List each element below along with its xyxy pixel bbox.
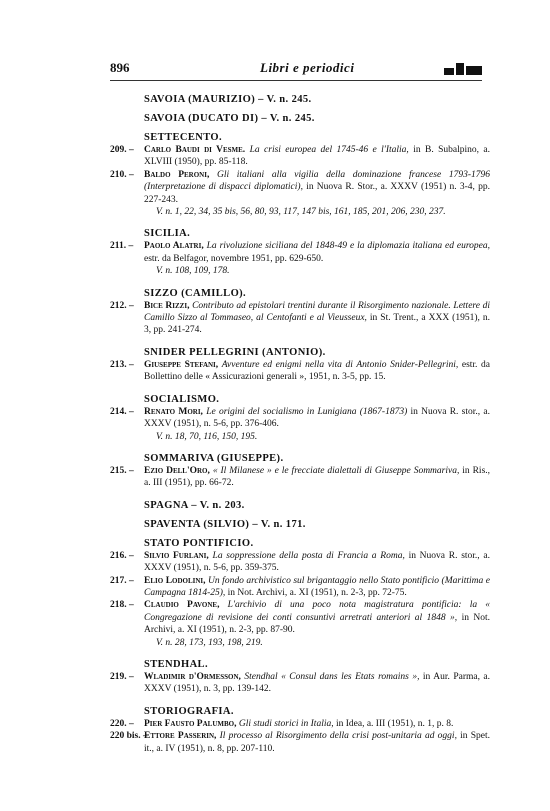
section-heading: SPAVENTA (SILVIO) – V. n. 171. xyxy=(144,518,306,530)
entry-title: Le origini del socialismo in Lunigiana (1867-1873) xyxy=(206,406,408,417)
bibliography-entry xyxy=(110,300,490,337)
entry-author: Ettore Passerin, xyxy=(144,731,217,742)
cross-references: V. n. 108, 109, 178. xyxy=(156,266,230,277)
entry-author: Wladimir d'Ormesson, xyxy=(144,671,241,682)
bibliography-entry xyxy=(110,671,490,696)
entry-text xyxy=(144,169,490,206)
entry-source: in Not. Archivi, a. XI (1951), n. 2-3, pp. 72-75. xyxy=(227,587,407,598)
section-heading: SNIDER PELLEGRINI (ANTONIO). xyxy=(144,346,326,358)
entry-author: Baldo Peroni, xyxy=(144,169,210,180)
entry-number: 214. – xyxy=(110,406,134,417)
entry-author: Paolo Alatri, xyxy=(144,241,204,252)
section-heading: SICILIA. xyxy=(144,228,191,240)
bibliography-entry xyxy=(110,144,490,169)
entry-text xyxy=(144,240,490,265)
section-heading: SAVOIA (DUCATO DI) – V. n. 245. xyxy=(144,113,315,124)
entry-title: La soppressione della posta di Francia a Roma, xyxy=(212,550,405,561)
entry-number: 212. – xyxy=(110,300,134,311)
entry-title: La crisi europea del 1745-46 e l'Italia, xyxy=(249,145,409,155)
entry-author: Giuseppe Stefani, xyxy=(144,359,219,370)
bibliography-entry xyxy=(110,718,490,730)
entry-number: 220 bis. – xyxy=(110,731,148,742)
entry-source: in St. Trent., a XXX (1951), n. 3, pp. 241-274. xyxy=(144,313,490,336)
entry-source: in Nuova R. stor., a. XXXV (1951), n. 5-6, pp. 376-406. xyxy=(144,406,490,430)
entry-author: Ezio Dell'Oro, xyxy=(144,465,210,476)
bibliography-entry xyxy=(110,169,490,206)
bibliography-entry xyxy=(110,575,490,600)
entry-source: in Not. Archivi, a. XI (1951), n. 2-3, pp. 87-90. xyxy=(144,612,491,636)
entry-title: Contributo ad epistolari trentini durante il Risorgimento nazionale. Lettere di Camillo Sizzo al Tommaseo, al Centofanti e al Vieusseux, xyxy=(144,300,490,324)
section-heading: STATO PONTIFICIO. xyxy=(144,537,254,549)
entry-title: L'archivio di una poco nota magistratura pontificia: la « Congregazione di revisione dei conti consuntivi arretrati anteriori al 1848 », xyxy=(144,600,491,623)
header-rule xyxy=(110,80,482,81)
section-heading: SETTECENTO. xyxy=(144,132,223,143)
section-heading: STORIOGRAFIA. xyxy=(144,705,234,717)
bibliography-entry xyxy=(110,240,490,265)
bibliography-entry xyxy=(110,730,490,755)
section-heading: SAVOIA (MAURIZIO) – V. n. 245. xyxy=(144,94,312,105)
entry-source: estr. da Bollettino delle « Assicurazioni generali », 1951, n. 3-5, pp. 15. xyxy=(144,359,491,383)
cross-references: V. n. 28, 173, 193, 198, 219. xyxy=(156,637,263,648)
entry-text xyxy=(144,550,490,575)
entry-author: Carlo Baudi di Vesme. xyxy=(144,145,246,155)
page-number: 896 xyxy=(110,60,130,75)
section-heading: SOCIALISMO. xyxy=(144,393,220,405)
entry-author: Pier Fausto Palumbo, xyxy=(144,718,237,729)
entry-number: 210. – xyxy=(110,169,134,180)
bibliography-entry xyxy=(110,406,490,431)
entry-number: 213. – xyxy=(110,359,134,370)
entry-author: Renato Mori, xyxy=(144,406,203,417)
entry-number: 216. – xyxy=(110,550,134,561)
page-header xyxy=(110,60,482,80)
entry-number: 211. – xyxy=(110,241,134,252)
entry-source: in Nuova R. stor., a. XXXV (1951), n. 5-6, pp. 359-375. xyxy=(144,550,490,574)
bibliography-entry xyxy=(110,599,490,636)
entry-text xyxy=(144,730,490,755)
entry-title: Stendhal « Consul dans les Etats romains », xyxy=(244,671,420,682)
entry-number: 219. – xyxy=(110,671,134,682)
entry-author: Claudio Pavone, xyxy=(144,600,220,611)
entry-number: 209. – xyxy=(110,145,134,155)
entry-text xyxy=(144,575,490,600)
printer-mark xyxy=(444,63,482,75)
entry-title: Avventure ed enigmi nella vita di Antonio Snider-Pellegrini, xyxy=(221,359,459,370)
entry-text xyxy=(144,144,490,169)
entry-text xyxy=(144,359,490,384)
running-title: Libri e periodici xyxy=(260,60,355,75)
entry-number: 215. – xyxy=(110,465,134,476)
entry-author: Elio Lodolini, xyxy=(144,575,206,586)
entry-text xyxy=(144,718,490,730)
entry-source: in Idea, a. III (1951), n. 1, p. 8. xyxy=(335,718,454,729)
entry-title: Gli italiani alla vigilia della dominazione francese 1793-1796 (Interpretazione di dispacci diplomatici), xyxy=(144,169,490,193)
entry-number: 220. – xyxy=(110,718,134,729)
entry-source: in Aur. Parma, a. XXXV (1951), n. 3, pp. 139-142. xyxy=(144,671,491,695)
cross-references: V. n. 18, 70, 116, 150, 195. xyxy=(156,431,258,442)
entry-source: estr. da Belfagor, novembre 1951, pp. 629-650. xyxy=(144,253,324,264)
entry-title: La rivoluzione siciliana del 1848-49 e la diplomazia italiana ed europea, xyxy=(206,241,491,252)
entry-number: 218. – xyxy=(110,600,134,611)
entry-source: in Ris., a. III (1951), pp. 66-72. xyxy=(144,465,491,489)
section-heading: SIZZO (CAMILLO). xyxy=(144,287,247,299)
entry-author: Bice Rizzi, xyxy=(144,300,190,311)
entry-number: 217. – xyxy=(110,575,134,586)
entry-title: « Il Milanese » e le frecciate dialettali di Giuseppe Sommariva, xyxy=(212,465,460,476)
entry-source: in Spet. it., a. IV (1951), n. 8, pp. 207-110. xyxy=(144,731,491,754)
entry-source: in B. Subalpino, a. XLVIII (1950), pp. 85-118. xyxy=(144,145,490,168)
bibliography-entry xyxy=(110,550,490,575)
entry-text xyxy=(144,465,490,490)
section-heading: SPAGNA – V. n. 203. xyxy=(144,499,245,511)
entry-title: Gli studi storici in Italia, xyxy=(238,718,334,729)
section-heading: STENDHAL. xyxy=(144,658,208,670)
entry-text xyxy=(144,599,490,636)
section-heading: SOMMARIVA (GIUSEPPE). xyxy=(144,452,284,464)
entry-text xyxy=(144,300,490,337)
entry-author: Silvio Furlani, xyxy=(144,550,209,561)
bibliography-list xyxy=(110,93,490,755)
bibliography-entry xyxy=(110,465,490,490)
entry-source: in Nuova R. Stor., a. XXXV (1951) n. 3-4, pp. 227-243. xyxy=(144,182,491,205)
entry-title: Un fondo archivistico sul brigantaggio nello Stato pontificio (Marittima e Campagna 1814-25), xyxy=(144,575,490,598)
entry-text xyxy=(144,671,490,696)
entry-text xyxy=(144,406,490,431)
bibliography-entry xyxy=(110,359,490,384)
cross-references: V. n. 1, 22, 34, 35 bis, 56, 80, 93, 117, 147 bis, 161, 185, 201, 206, 230, 237. xyxy=(156,207,446,218)
entry-title: Il processo al Risorgimento della crisi post-unitaria ad oggi, xyxy=(219,731,457,742)
